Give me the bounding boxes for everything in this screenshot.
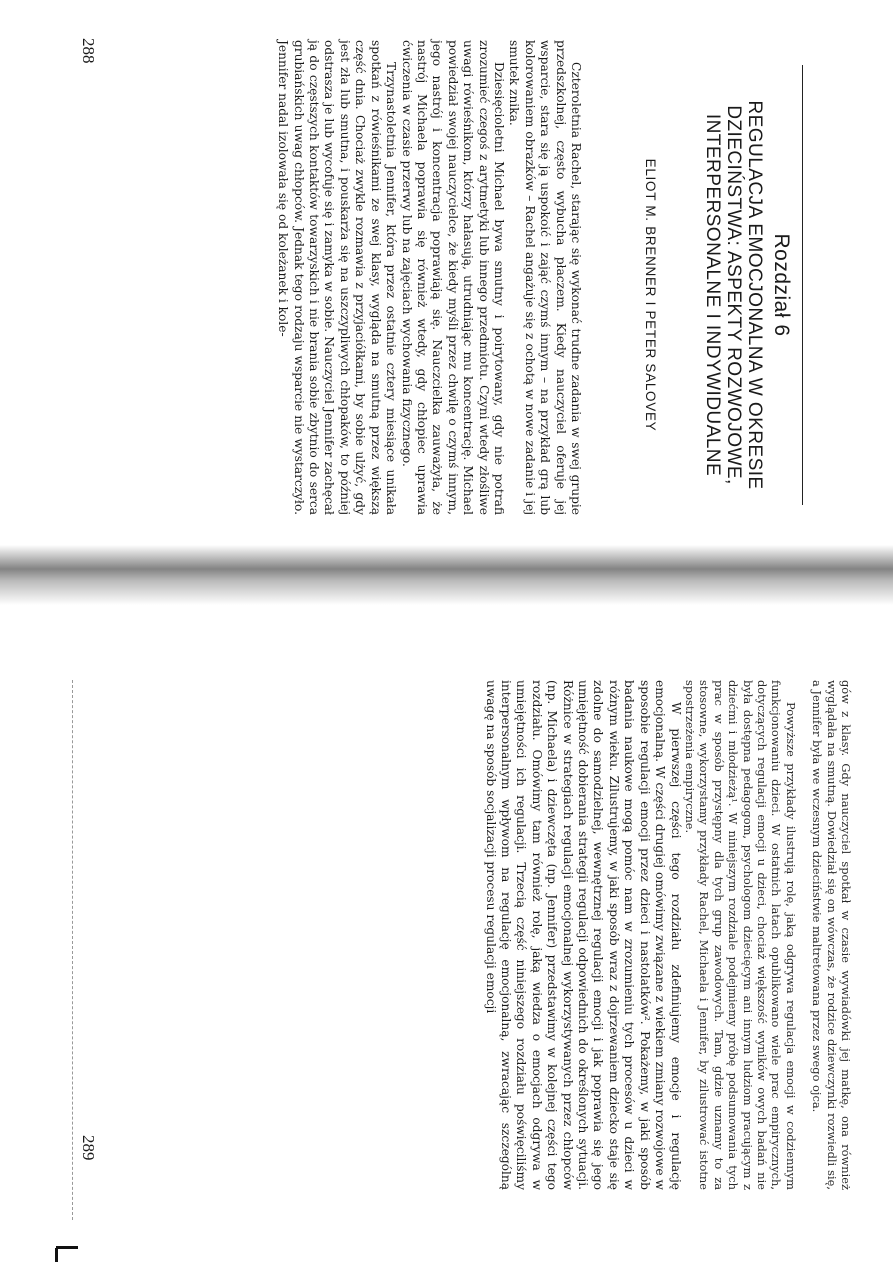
chapter-rule <box>802 65 803 505</box>
corner-mark <box>56 1246 78 1249</box>
page-number: 289 <box>79 1135 98 1161</box>
corner-mark <box>55 1248 58 1262</box>
left-page <box>0 0 893 560</box>
paragraph: gów z klasy. Gdy nauczyciel spotkał w czasie wywiadówki jej matkę, ona również wyglądała na smutną. Dowiedział się on wówczas, że rodzice dziewczynki rozwiedli się, a Jennifer była we wczesnym dzieciństwie maltretowana przez swego ojca. <box>810 680 853 1190</box>
paragraph: Powyższe przykłady ilustrują rolę, jaką odgrywa regulacja emocji w codziennym funkcjonowaniu dzieci. W ostatnich latach opublikowano wiele prac empirycznych, dotyczących regulacji emocji u dzieci, chociaż większość wyników owych badań nie była dostępna pedagogom, psychologom dziecięcym ani innym ludziom pracującym z dziećmi i młodzieżą¹. W niniejszym rozdziale podejmiemy próbę podsumowania tych prac w sposób przystępny dla tych grup zawodowych. Tam, gdzie uznamy to za stosowne, wykorzystamy przykłady Rachel, Michaela i Jennifer, by zilustrować istotne spostrzeżenia empiryczne. <box>682 680 798 1190</box>
right-body-text <box>482 680 853 1190</box>
chapter-label: Rozdział 6 <box>770 233 793 337</box>
paragraph: W pierwszej części tego rozdziału zdefiniujemy emocje i regulację emocjonalną. W części drugiej omówimy związane z wiekiem zmiany rozwojowe w sposobie regulacji emocji przez dzieci i nastolatków². Pokażemy, w jaki sposób badania naukowe mogą pomóc nam w zrozumieniu tych procesów u dzieci w różnym wieku. Zilustrujemy, w jaki sposób wraz z dojrzewaniem dziecko staje się zdolne do samodzielnej, wewnętrznej regulacji emocji i jak poprawia się jego umiejętność dobierania strategii regulacji odpowiednich do określonych sytuacji. Różnice w strategiach regulacji emocjonalnej wykorzystywanych przez chłopców (np. Michaela) i dziewczęta (np. Jennifer) przedstawimy w kolejnej części tego rozdziału. Omówimy tam również rolę, jaką wiedza o emocjach odgrywa w umiejętności ich regulacji. Trzecią część niniejszego rozdziału poświęciliśmy interpersonalnym wpływom na regulację emocjonalną, zwracając szczególną uwagę na sposób socjalizacji procesu regulacji emocji <box>483 680 683 1190</box>
binding-shadow <box>0 545 893 605</box>
chapter-title-line: DZIECIŃSTWA: ASPEKTY ROZWOJOWE, <box>723 105 745 485</box>
paragraph: Czteroletnia Rachel, starając się wykonać trudne zadania w swej grupie przedszkolnej, często wybucha płaczem. Kiedy nauczyciel oferuje jej wsparcie, stara się ją uspokoić i zająć czymś innym – na przykład grą lub kolorowaniem obrazków – Rachel angażuje się z ochotą w nowe zadanie i jej smutek znika. <box>507 40 583 515</box>
chapter-title <box>702 89 765 501</box>
chapter-title-line: INTERPERSONALNE I INDYWIDUALNE <box>702 113 724 477</box>
left-body-text <box>275 40 583 515</box>
chapter-authors: ELIOT M. BRENNER I PETER SALOVEY <box>643 158 658 432</box>
paragraph: Trzynastoletnia Jennifer, która przez ostatnie cztery miesiące unikała spotkań z rówieśnikami ze swej klasy, wygląda na smutną przez większą część dnia. Chociaż zwykle rozmawia z przyjaciółkami, by sobie ulżyć, gdy jest zła lub smutna, i pouskarża się na uszczypliwych chłopaków, to później odstrasza je lub wycofuje się i zamyka w sobie. Nauczyciel Jennifer zachęcał ją do częstszych kontaktów towarzyskich i nie brania sobie zbytnio do serca grubiańskich uwag chłopców. Jednak tego rodzaju wsparcie nie wystarczyło. Jennifer nadal izolowała się od koleżanek i kole- <box>276 40 399 515</box>
page-number: 288 <box>79 38 98 64</box>
right-page <box>0 680 893 1263</box>
chapter-title-line: REGULACJA EMOCJONALNA W OKRESIE <box>744 100 766 490</box>
page-edge-dashes <box>72 680 73 1220</box>
paragraph: Dziesięcioletni Michael bywa smutny i poirytowany, gdy nie potrafi zrozumieć czegoś z arytmetyki lub innego przedmiotu. Czyni wtedy złośliwe uwagi rówieśnikom, którzy hałasują, utrudniając mu koncentrację. Michael powiedział swojej nauczycielce, że kiedy myśli przez chwilę o czymś innym, jego nastrój i koncentracja poprawiają się. Nauczcielka zauważyła, że nastrój Michaela poprawia się również wtedy, gdy chłopiec uprawia ćwiczenia w czasie przerwy lub na zajęciach wychowania fizycznego. <box>399 40 506 515</box>
